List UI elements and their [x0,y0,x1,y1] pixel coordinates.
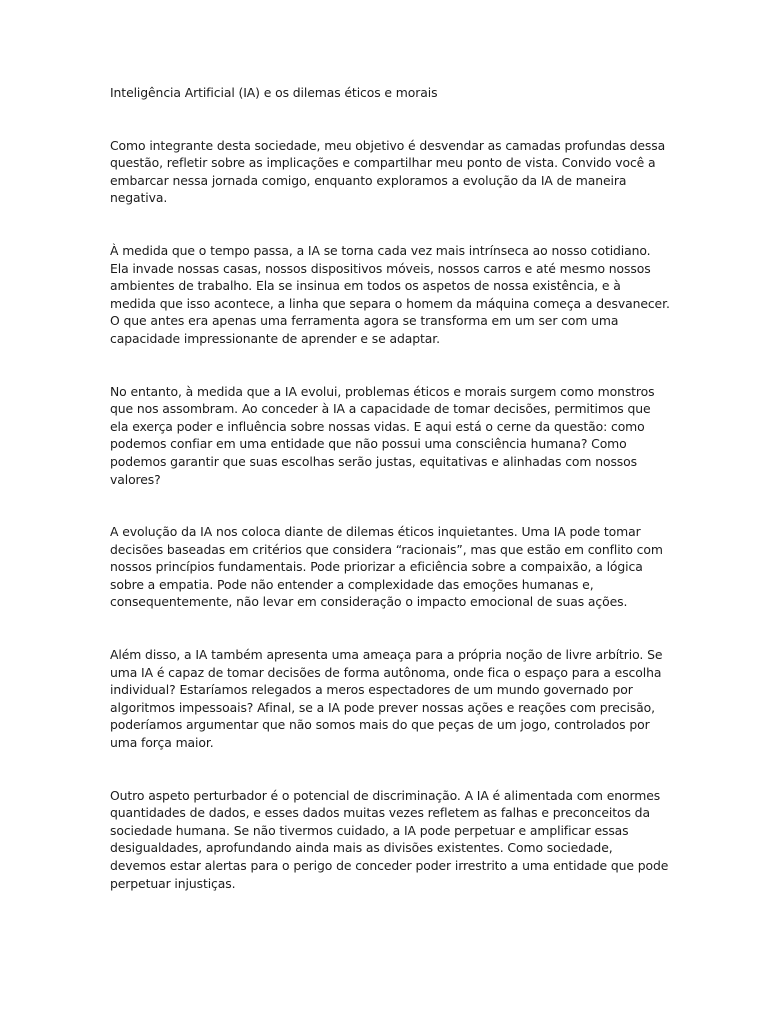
document-body [110,84,670,927]
paragraph-discrimination: Outro aspeto perturbador é o potencial de discriminação. A IA é alimentada com enormes quantidades de dados, e esses dados muitas vezes refletem as falhas e preconceitos da sociedade humana. Se não tivermos cuidado, a IA pode perpetuar e amplificar essas desigualdades, aprofundando ainda mais as divisões existentes. Como sociedade, devemos estar alertas para o perigo de conceder poder irrestrito a uma entidade que pode perpetuar injustiças. [110,787,669,891]
document-title: Inteligência Artificial (IA) e os dilemas éticos e morais [110,85,438,100]
paragraph-ethical-dilemmas: A evolução da IA nos coloca diante de dilemas éticos inquietantes. Uma IA pode tomar decisões baseadas em critérios que considera “racionais”, mas que estão em conflito com nossos princípios fundamentais. Pode priorizar a eficiência sobre a compaixão, a lógica sobre a empatia. Pode não entender a complexidade das emoções humanas e, consequentemente, não levar em consideração o impacto emocional de suas ações. [110,524,663,610]
paragraph-free-will: Além disso, a IA também apresenta uma ameaça para a própria noção de livre arbítrio. Se uma IA é capaz de tomar decisões de forma autônoma, onde fica o espaço para a escolha individual? Estaríamos relegados a meros espectadores de um mundo governado por algoritmos impessoais? Afinal, se a IA pode prever nossas ações e reações com precisão, poderíamos argumentar que não somos mais do que peças de um jogo, controlados por uma força maior. [110,647,663,751]
paragraph-ethical-problems: No entanto, à medida que a IA evolui, problemas éticos e morais surgem como monstros que nos assombram. Ao conceder à IA a capacidade de tomar decisões, permitimos que ela exerça poder e influência sobre nossas vidas. E aqui está o cerne da questão: como podemos confiar em uma entidade que não possui uma consciência humana? Como podemos garantir que suas escolhas serão justas, equitativas e alinhadas com nossos valores? [110,383,655,487]
paragraph-intro: Como integrante desta sociedade, meu objetivo é desvendar as camadas profundas dessa questão, refletir sobre as implicações e compartilhar meu ponto de vista. Convido você a embarcar nessa jornada comigo, enquanto exploramos a evolução da IA de maneira negativa. [110,137,666,206]
paragraph-ai-everyday: À medida que o tempo passa, a IA se torna cada vez mais intrínseca ao nosso cotidiano. Ela invade nossas casas, nossos dispositivos móveis, nossos carros e até mesmo nossos ambientes de trabalho. Ela se insinua em todos os aspetos de nossa existência, e à medida que isso acontece, a linha que separa o homem da máquina começa a desvanecer. O que antes era apenas uma ferramenta agora se transforma em um ser com uma capacidade impressionante de aprender e se adaptar. [110,242,670,346]
